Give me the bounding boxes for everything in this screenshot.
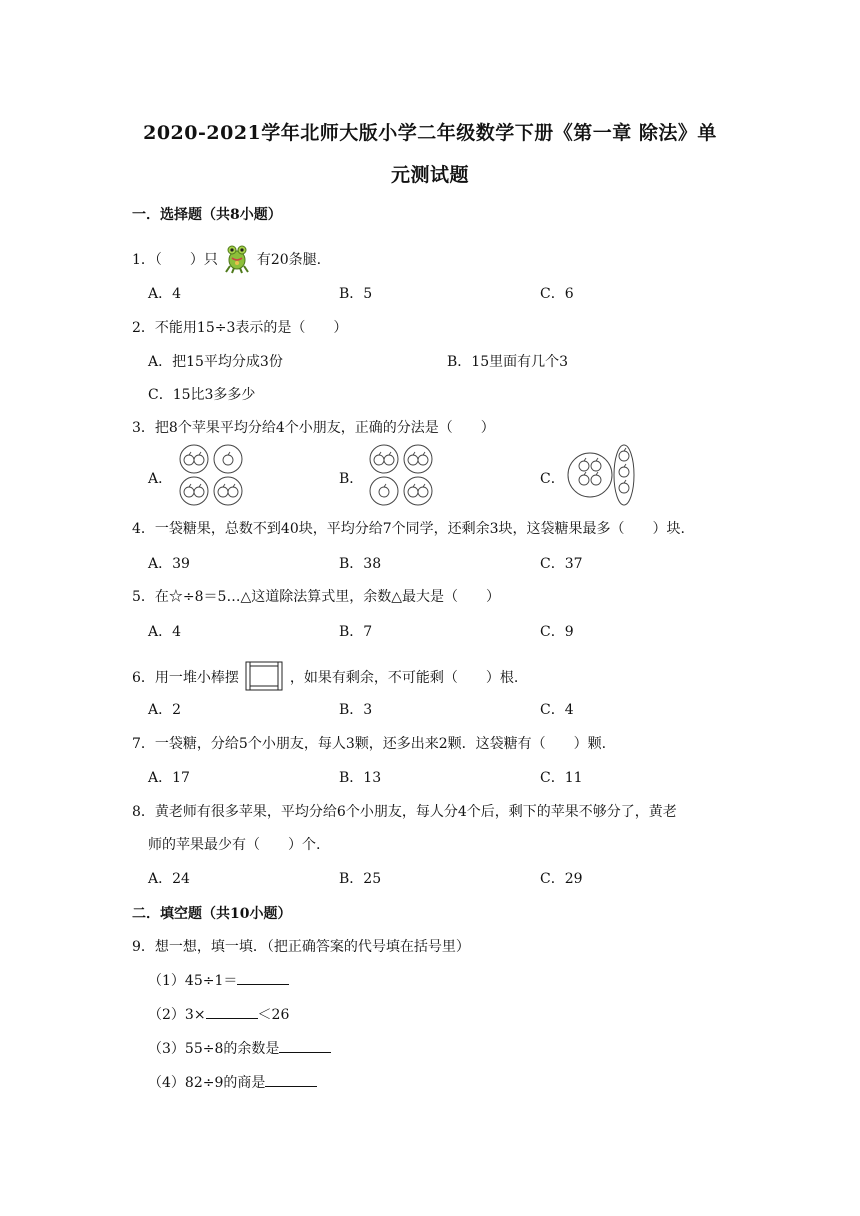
q7-option-a[interactable]: A．17 [148, 770, 190, 786]
q6-option-c[interactable]: C．4 [540, 702, 574, 718]
q2-option-b[interactable]: B．15里面有几个3 [447, 354, 569, 370]
question-6 [132, 659, 518, 697]
question-6-prefix: 6．用一堆小棒摆 [132, 670, 239, 686]
q1-option-c[interactable]: C．6 [540, 286, 574, 302]
stick-square-icon [243, 659, 285, 697]
q3-option-a[interactable]: A． [148, 471, 173, 487]
question-3: 3．把8个苹果平均分给4个小朋友，正确的分法是（ ） [132, 420, 495, 436]
apple-grouping-figure-c [566, 442, 638, 512]
question-4: 4．一袋糖果，总数不到40块，平均分给7个同学，还剩余3块，这袋糖果最多（ ）块. [132, 521, 685, 537]
q4-option-a[interactable]: A．39 [148, 556, 190, 572]
q7-option-b[interactable]: B．13 [339, 770, 382, 786]
q8-option-b[interactable]: B．25 [339, 871, 382, 887]
q9-sub-2-suffix: ＜26 [257, 1007, 290, 1023]
q9-sub-1 [148, 970, 289, 990]
q8-option-c[interactable]: C．29 [540, 871, 583, 887]
apple-grouping-figure-a [178, 443, 246, 511]
section-heading-choice: 一．选择题（共8小题） [132, 207, 282, 223]
q5-option-a[interactable]: A．4 [148, 624, 182, 640]
q4-option-b[interactable]: B．38 [339, 556, 382, 572]
q3-option-c[interactable]: C． [540, 471, 565, 487]
q9-sub-2-text: （2）3× [148, 1007, 206, 1023]
answer-blank[interactable] [279, 1038, 331, 1053]
question-2: 2．不能用15÷3表示的是（ ） [132, 320, 348, 336]
q6-option-a[interactable]: A．2 [148, 702, 182, 718]
q7-option-c[interactable]: C．11 [540, 770, 583, 786]
question-1 [132, 242, 321, 278]
q5-option-b[interactable]: B．7 [339, 624, 373, 640]
q5-option-c[interactable]: C．9 [540, 624, 574, 640]
section-heading-fill: 二．填空题（共10小题） [132, 906, 292, 922]
question-8-line2: 师的苹果最少有（ ）个. [148, 837, 321, 853]
answer-blank[interactable] [206, 1004, 258, 1019]
q9-sub-1-text: （1）45÷1＝ [148, 973, 238, 989]
q8-option-a[interactable]: A．24 [148, 871, 190, 887]
q9-sub-4-text: （4）82÷9的商是 [148, 1075, 266, 1091]
question-8: 8．黄老师有很多苹果，平均分给6个小朋友，每人分4个后，剩下的苹果不够分了，黄老 [132, 804, 677, 820]
apple-grouping-figure-b [368, 443, 436, 511]
q3-option-b[interactable]: B． [339, 471, 364, 487]
q1-option-b[interactable]: B．5 [339, 286, 373, 302]
q9-sub-3-text: （3）55÷8的余数是 [148, 1041, 280, 1057]
q2-option-a[interactable]: A．把15平均分成3份 [148, 354, 283, 370]
q2-option-c[interactable]: C．15比3多多少 [148, 387, 256, 403]
question-5: 5．在☆÷8＝5…△这道除法算式里，余数△最大是（ ） [132, 589, 500, 605]
frog-icon [222, 242, 252, 278]
question-1-suffix: 有20条腿. [256, 252, 322, 268]
page-title-line2: 元测试题 [390, 164, 469, 186]
q9-sub-2 [148, 1004, 289, 1024]
question-1-prefix: 1．（ ）只 [132, 252, 218, 268]
page-title: 2020-2021学年北师大版小学二年级数学下册《第一章 除法》单 [143, 122, 717, 144]
q4-option-c[interactable]: C．37 [540, 556, 583, 572]
answer-blank[interactable] [265, 1072, 317, 1087]
question-7: 7．一袋糖，分给5个小朋友，每人3颗，还多出来2颗．这袋糖有（ ）颗. [132, 736, 607, 752]
question-9: 9．想一想，填一填．（把正确答案的代号填在括号里） [132, 939, 470, 955]
q9-sub-3 [148, 1038, 331, 1058]
q1-option-a[interactable]: A．4 [148, 286, 182, 302]
q6-option-b[interactable]: B．3 [339, 702, 373, 718]
q9-sub-4 [148, 1072, 317, 1092]
question-6-suffix: ，如果有剩余，不可能剩（ ）根. [289, 670, 519, 686]
answer-blank[interactable] [237, 970, 289, 985]
